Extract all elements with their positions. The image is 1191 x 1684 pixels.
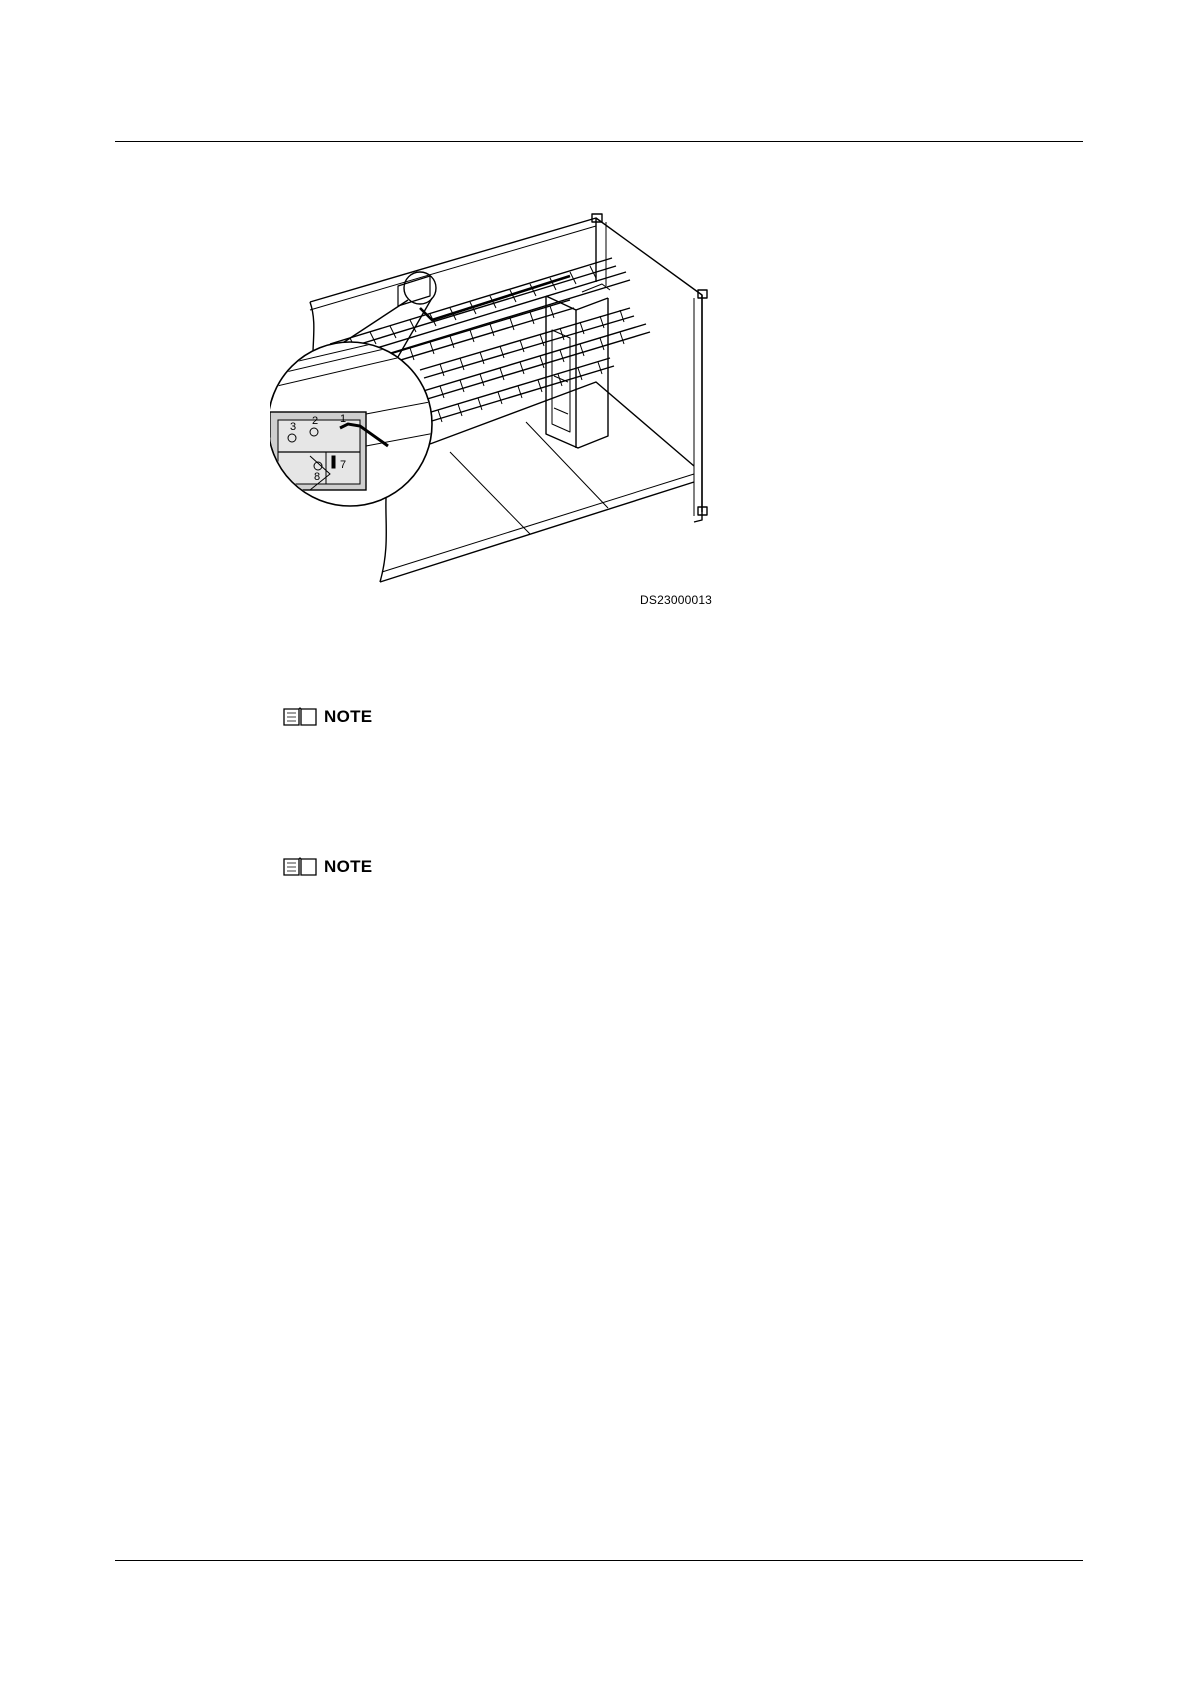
callout-2: 2 <box>312 415 319 427</box>
book-icon <box>282 856 318 878</box>
figure-id: DS23000013 <box>640 593 713 607</box>
container-cable-tray-figure <box>270 200 720 600</box>
note-label: NOTE <box>324 707 373 726</box>
callout-1: 1 <box>340 413 347 425</box>
header-rule <box>115 141 1083 142</box>
footer-rule <box>115 1560 1083 1561</box>
container-illustration <box>270 200 720 600</box>
callout-8: 8 <box>314 471 321 483</box>
note-callout <box>282 856 372 878</box>
note-label: NOTE <box>324 857 373 876</box>
book-icon <box>282 706 318 728</box>
callout-3: 3 <box>290 421 297 433</box>
callout-7: 7 <box>340 459 347 471</box>
note-callout <box>282 706 372 728</box>
